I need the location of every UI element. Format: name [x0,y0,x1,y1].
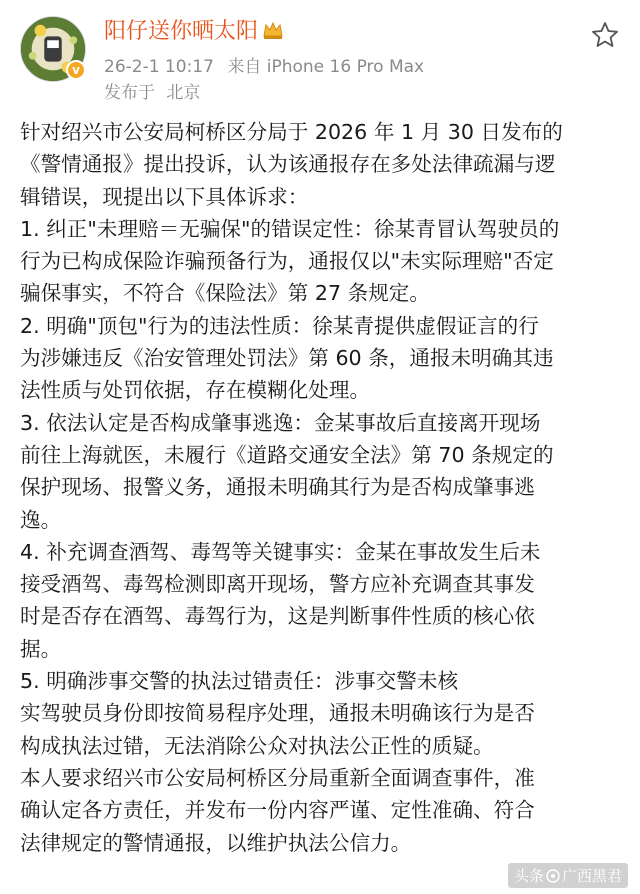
post-source: 来自 iPhone 16 Pro Max [227,57,425,77]
post-line: 逸。 [20,507,62,532]
post-meta [104,52,424,77]
post-line: 骗保事实，不符合《保险法》第 27 条规定。 [20,281,430,306]
post-line: 3. 依法认定是否构成肇事逃逸：金某事故后直接离开现场 [20,410,541,435]
watermark-handle: 广西黑君 [561,867,622,885]
post-line: 实驾驶员身份即按简易程序处理，通报未明确该行为是否 [20,701,535,726]
watermark-prefix: 头条 [513,867,544,885]
post-line: 辑错误，现提出以下具体诉求： [20,184,309,209]
post-line: 1. 纠正"未理赔＝无骗保"的错误定性：徐某青冒认驾驶员的 [20,216,560,241]
published-label: 发布于 [104,83,155,103]
post-body [20,116,624,859]
crown-icon [262,20,284,40]
username-text[interactable]: 阳仔送你晒太阳 [104,19,259,44]
timestamp: 26-2-1 10:17 [104,57,214,77]
star-icon[interactable] [590,20,620,50]
post-line: 保护现场、报警义务，通报未明确其行为是否构成肇事逃 [20,475,535,500]
post-line: 时是否存在酒驾、毒驾行为，这是判断事件性质的核心依 [20,604,535,629]
post-line: 据。 [20,636,62,661]
post-line: 本人要求绍兴市公安局柯桥区分局重新全面调查事件，准 [20,765,535,790]
post-line: 接受酒驾、毒驾检测即离开现场，警方应补充调查其事发 [20,572,535,597]
post-line: 构成执法过错，无法消除公众对执法公正性的质疑。 [20,733,494,758]
post-location [104,78,200,103]
post-line: 2. 明确"顶包"行为的违法性质：徐某青提供虚假证言的行 [20,313,539,338]
post-line: 前往上海就医，未履行《道路交通安全法》第 70 条规定的 [20,442,554,467]
post-line: 行为已构成保险诈骗预备行为，通报仅以"未实际理赔"否定 [20,249,554,274]
post-line: 为涉嫌违反《治安管理处罚法》第 60 条，通报未明确其违 [20,346,554,371]
post-line: 5. 明确涉事交警的执法过错责任：涉事交警未核 [20,669,459,694]
post-header [0,0,640,118]
post-line: 针对绍兴市公安局柯桥区分局于 2026 年 1 月 30 日发布的 [20,120,563,144]
post-line: 法律规定的警情通报，以维护执法公信力。 [20,830,412,855]
watermark-logo-icon [546,869,560,883]
post-line: 法性质与处罚依据，存在模糊化处理。 [20,378,371,403]
watermark [508,863,628,888]
username[interactable] [104,14,284,45]
post-line: 《警情通报》提出投诉，认为该通报存在多处法律疏漏与逻 [20,152,556,177]
post-line: 4. 补充调查酒驾、毒驾等关键事实：金某在事故发生后未 [20,539,541,564]
verified-badge-icon: v [66,60,86,80]
location-text: 北京 [166,83,201,103]
post-line: 确认定各方责任，并发布一份内容严谨、定性准确、符合 [20,798,535,823]
